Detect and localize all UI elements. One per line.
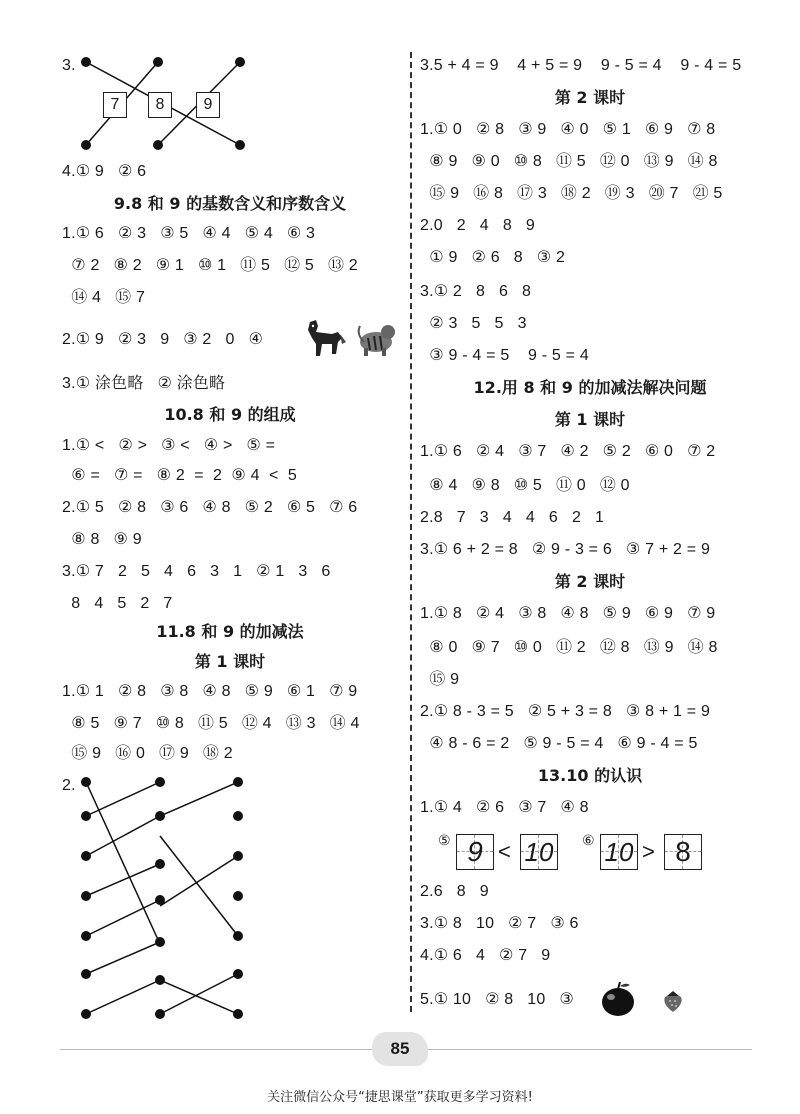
answer-line: 1.① < ② > ③ < ④ > ⑤ = [62,437,276,454]
lesson-1-subtitle: 第 1 课时 [554,410,626,429]
section-10-title: 10.8 和 9 的组成 [164,405,296,424]
answer-line: 4.① 9 ② 6 [62,163,147,180]
section-9-title: 9.8 和 9 的基数含义和序数含义 [113,194,347,213]
answer-line: ⑧ 5 ⑨ 7 ⑩ 8 ⑪ 5 ⑫ 4 ⑬ 3 ⑭ 4 [62,715,360,732]
answer-line: ⑦ 2 ⑧ 2 ⑨ 1 ⑩ 1 ⑪ 5 ⑫ 5 ⑬ 2 [62,257,358,274]
circled-number-6: ⑥ [582,832,595,848]
handwriting-box [664,834,702,870]
section-12-title: 12.用 8 和 9 的加减法解决问题 [473,378,707,397]
answer-line: ⑭ 4 ⑮ 7 [62,289,146,306]
answer-line: 1.① 0 ② 8 ③ 9 ④ 0 ⑤ 1 ⑥ 9 ⑦ 8 [420,121,716,138]
q3-label: 3. [62,57,76,74]
compare-sign: < [498,839,511,864]
footer-text: 关注微信公众号“捷思课堂”获取更多学习资料! [267,1090,533,1105]
strawberry-picture [660,988,686,1014]
answer-line: 1.① 1 ② 8 ③ 8 ④ 8 ⑤ 9 ⑥ 1 ⑦ 9 [62,683,358,700]
apple-picture [598,980,638,1018]
answer-line: 1.① 4 ② 6 ③ 7 ④ 8 [420,799,589,816]
answer-line: ① 9 ② 6 8 ③ 2 [420,249,566,266]
page-number: 85 [372,1032,428,1066]
answer-line: 8 4 5 2 7 [62,595,173,612]
answer-line: ⑧ 8 ⑨ 9 [62,531,142,548]
written-digit: 10 [604,837,634,867]
answer-line: ⑧ 0 ⑨ 7 ⑩ 0 ⑪ 2 ⑫ 8 ⑬ 9 ⑭ 8 [420,639,718,656]
lesson-1-subtitle: 第 1 课时 [194,652,266,671]
handwriting-box [600,834,638,870]
number-box-2: 8 [148,92,172,118]
written-digit: 9 [467,836,483,867]
answer-line: ③ 9 - 4 = 5 9 - 5 = 4 [420,347,589,364]
lesson-2-subtitle: 第 2 课时 [554,572,626,591]
answer-line: ⑥ = ⑦ = ⑧ 2 = 2 ⑨ 4 < 5 [62,467,297,484]
answer-line: 3.① 7 2 5 4 6 3 1 ② 1 3 6 [62,563,331,580]
column-divider [410,52,412,1012]
written-digit: 10 [524,837,554,867]
compare-sign: > [642,839,655,864]
answer-line: ⑮ 9 [420,671,460,688]
answer-line: 3.① 6 + 2 = 8 ② 9 - 3 = 6 ③ 7 + 2 = 9 [420,541,711,558]
handwriting-box [456,834,494,870]
circled-number-5: ⑤ [438,832,451,848]
lesson-2-subtitle: 第 2 课时 [554,88,626,107]
answer-line: 2.8 7 3 4 4 6 2 1 [420,509,605,526]
answer-line: ⑮ 9 ⑯ 8 ⑰ 3 ⑱ 2 ⑲ 3 ⑳ 7 ㉑ 5 [420,185,723,202]
answer-line: 1.① 6 ② 4 ③ 7 ④ 2 ⑤ 2 ⑥ 0 ⑦ 2 [420,443,716,460]
written-digit: 8 [675,836,691,867]
answer-line: ④ 8 - 6 = 2 ⑤ 9 - 5 = 4 ⑥ 9 - 4 = 5 [420,735,698,752]
handwriting-box [520,834,558,870]
answer-line: ② 3 5 5 3 [420,315,527,332]
answer-line: 2.① 8 - 3 = 5 ② 5 + 3 = 8 ③ 8 + 1 = 9 [420,703,711,720]
answer-line: 2.① 9 ② 3 9 ③ 2 0 ④ [62,331,264,348]
answer-line: 2.6 8 9 [420,883,489,900]
q2-matching-lines [0,0,410,1030]
number-box-3: 9 [196,92,220,118]
answer-line: ⑮ 9 ⑯ 0 ⑰ 9 ⑱ 2 [62,745,233,762]
answer-line: 1.① 8 ② 4 ③ 8 ④ 8 ⑤ 9 ⑥ 9 ⑦ 9 [420,605,716,622]
answer-line: 5.① 10 ② 8 10 ③ [420,991,574,1008]
answer-line: 1.① 6 ② 3 ③ 5 ④ 4 ⑤ 4 ⑥ 3 [62,225,316,242]
number-box-1: 7 [103,92,127,118]
answer-line: ⑧ 9 ⑨ 0 ⑩ 8 ⑪ 5 ⑫ 0 ⑬ 9 ⑭ 8 [420,153,718,170]
answer-line: 2.① 5 ② 8 ③ 6 ④ 8 ⑤ 2 ⑥ 5 ⑦ 6 [62,499,358,516]
q2-label: 2. [62,777,76,794]
answer-line: 3.① 8 10 ② 7 ③ 6 [420,915,579,932]
answer-line: 2.0 2 4 8 9 [420,217,535,234]
section-13-title: 13.10 的认识 [537,766,643,785]
answer-line: 3.① 2 8 6 8 [420,283,532,300]
answer-line: ⑧ 4 ⑨ 8 ⑩ 5 ⑪ 0 ⑫ 0 [420,477,630,494]
answer-line: 3.5 + 4 = 9 4 + 5 = 9 9 - 5 = 4 9 - 4 = 5 [420,57,742,74]
answer-line: 3.① 涂色略 ② 涂色略 [62,375,226,392]
answer-line: 4.① 6 4 ② 7 9 [420,947,551,964]
section-11-title: 11.8 和 9 的加减法 [156,622,304,641]
